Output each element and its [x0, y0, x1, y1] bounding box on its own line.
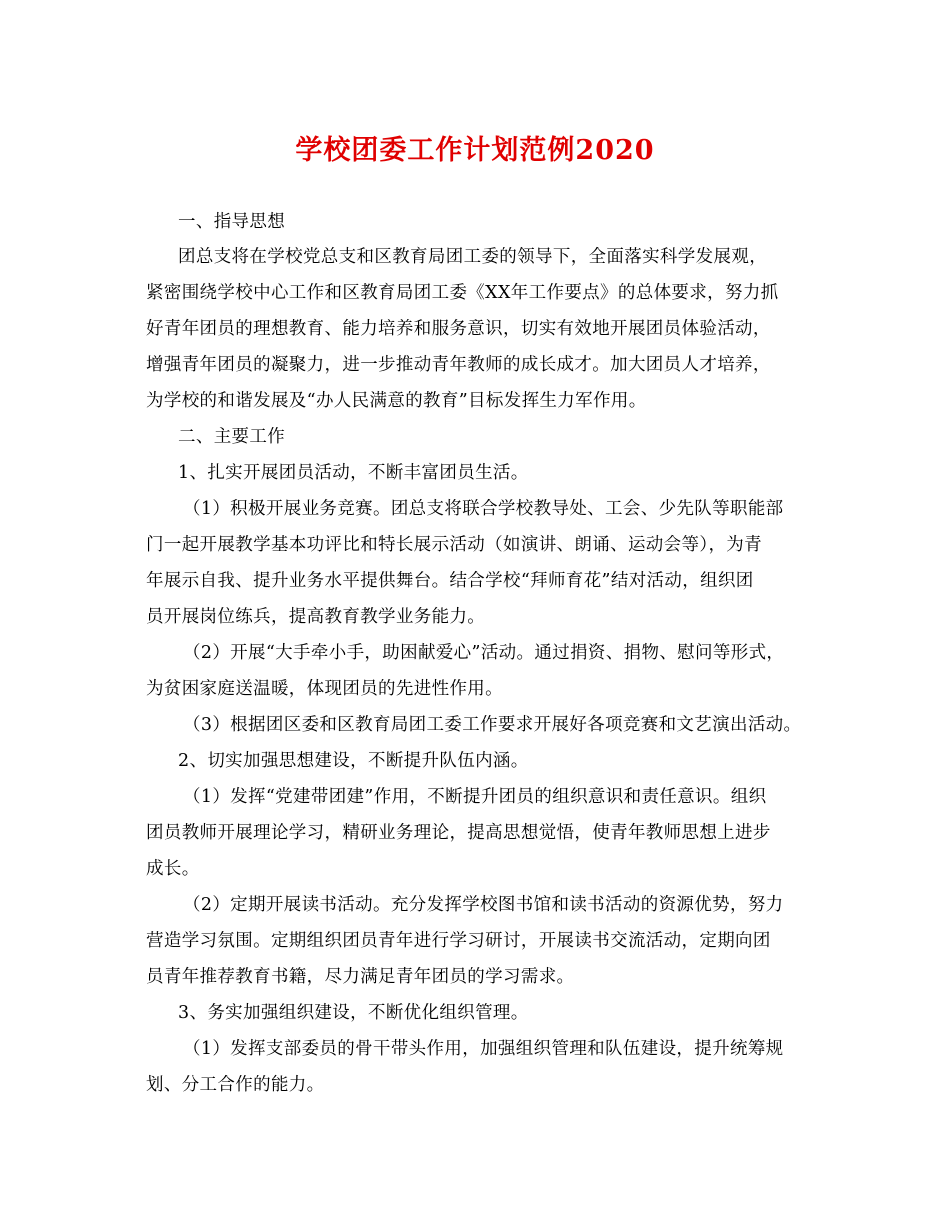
body-line: 增强青年团员的凝聚力，进一步推动青年教师的成长成才。加大团员人才培养， — [146, 355, 771, 375]
body-line: 团员教师开展理论学习，精研业务理论，提高思想觉悟，使青年教师思想上进步 — [146, 823, 771, 843]
body-line: （1）积极开展业务竞赛。团总支将联合学校教导处、工会、少先队等职能部 — [183, 499, 784, 519]
body-line: 成长。 — [146, 859, 200, 879]
subsection-heading: 3、务实加强组织建设，不断优化组织管理。 — [178, 1003, 529, 1023]
subsection-heading: 1、扎实开展团员活动，不断丰富团员生活。 — [178, 463, 529, 483]
body-line: 划、分工合作的能力。 — [146, 1075, 325, 1095]
subsection-heading: 2、切实加强思想建设，不断提升队伍内涵。 — [178, 751, 529, 771]
body-line: 为学校的和谐发展及“办人民满意的教育”目标发挥生力军作用。 — [146, 391, 647, 411]
body-line: （2）定期开展读书活动。充分发挥学校图书馆和读书活动的资源优势，努力 — [183, 895, 784, 915]
section-heading-main-work: 二、主要工作 — [178, 427, 286, 447]
body-line: 员开展岗位练兵，提高教育教学业务能力。 — [146, 607, 486, 627]
body-line: 年展示自我、提升业务水平提供舞台。结合学校“拜师育花”结对活动，组织团 — [146, 571, 754, 591]
body-line: （2）开展“大手牵小手，助困献爱心”活动。通过捐资、捐物、慰问等形式， — [183, 643, 785, 663]
section-heading-guiding-ideology: 一、指导思想 — [178, 212, 286, 232]
body-line: 紧密围绕学校中心工作和区教育局团工委《XX年工作要点》的总体要求，努力抓 — [146, 283, 779, 303]
body-line: （1）发挥支部委员的骨干带头作用，加强组织管理和队伍建设，提升统筹规 — [183, 1039, 784, 1059]
body-line: 门一起开展教学基本功评比和特长展示活动（如演讲、朗诵、运动会等），为青 — [146, 535, 762, 555]
body-line: （1）发挥“党建带团建”作用，不断提升团员的组织意识和责任意识。组织 — [183, 787, 767, 807]
body-line: 为贫困家庭送温暖，体现团员的先进性作用。 — [146, 679, 503, 699]
body-line: 员青年推荐教育书籍，尽力满足青年团员的学习需求。 — [146, 967, 575, 987]
body-line: 营造学习氛围。定期组织团员青年进行学习研讨，开展读书交流活动，定期向团 — [146, 931, 771, 951]
body-line: 团总支将在学校党总支和区教育局团工委的领导下，全面落实科学发展观， — [178, 247, 768, 267]
document-title: 学校团委工作计划范例2020 — [295, 135, 655, 166]
body-line: （3）根据团区委和区教育局团工委工作要求开展好各项竞赛和文艺演出活动。 — [183, 715, 802, 735]
body-line: 好青年团员的理想教育、能力培养和服务意识，切实有效地开展团员体验活动， — [146, 319, 771, 339]
